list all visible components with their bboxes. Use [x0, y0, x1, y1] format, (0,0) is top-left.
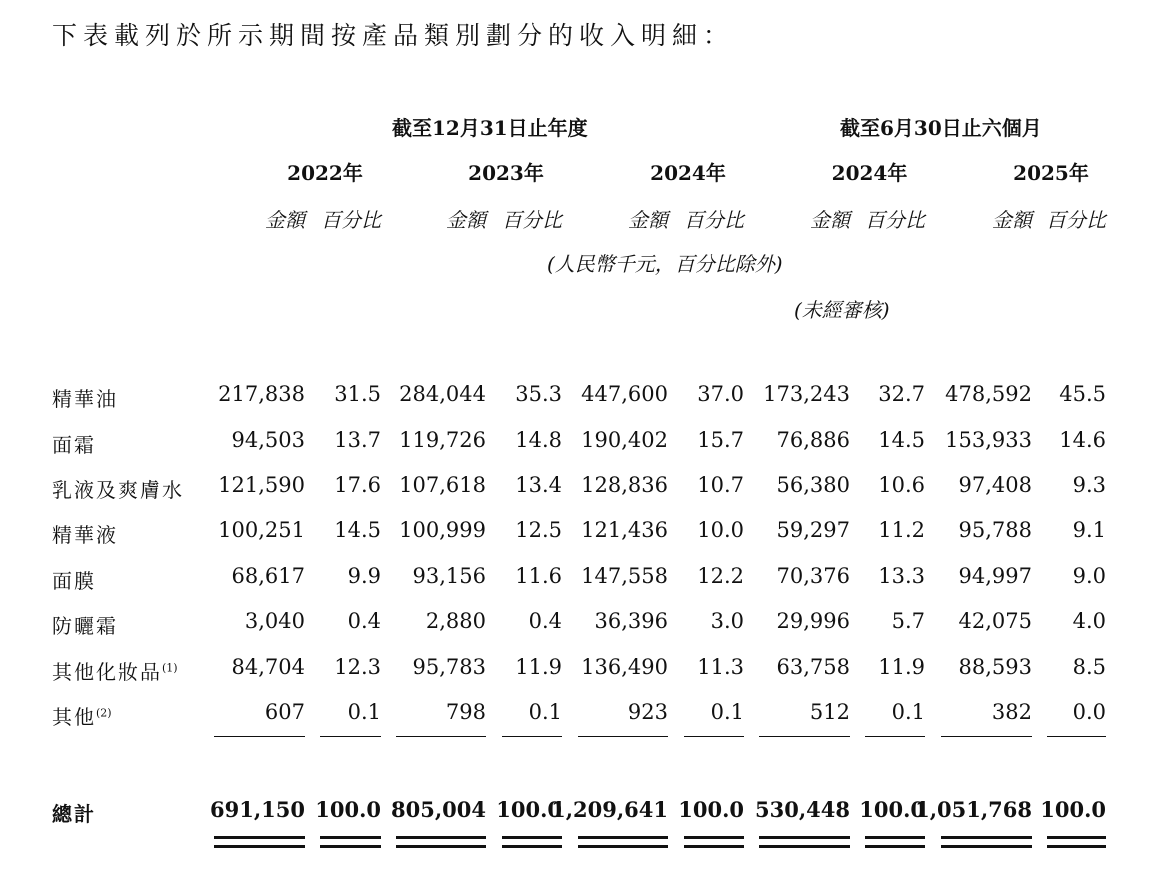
percent-header-1: 百分比	[502, 208, 562, 232]
percent-cell: 9.0	[1072, 564, 1106, 588]
percent-cell: 3.0	[710, 609, 744, 633]
total-cell: 805,004	[391, 797, 486, 822]
subtotal-rule	[684, 736, 744, 737]
percent-cell: 11.9	[878, 655, 925, 679]
group-header-annual: 截至12月31日止年度	[392, 116, 588, 140]
row-label: 其他$^{(2)}$	[52, 705, 112, 729]
percent-cell: 9.9	[347, 564, 381, 588]
group-header-half-year: 截至6月30日止六個月	[840, 116, 1042, 140]
percent-cell: 0.1	[710, 700, 744, 724]
total-double-rule	[396, 845, 486, 848]
percent-cell: 13.7	[334, 428, 381, 452]
percent-cell: 12.5	[515, 518, 562, 542]
amount-header-4: 金額	[992, 208, 1032, 232]
percent-header-4: 百分比	[1046, 208, 1106, 232]
total-double-rule	[214, 845, 305, 848]
percent-cell: 14.8	[515, 428, 562, 452]
amount-cell: 121,436	[581, 518, 668, 542]
year-header-0: 2022年	[287, 161, 363, 185]
row-label: 防曬霜	[52, 614, 118, 638]
percent-cell: 0.0	[1072, 700, 1106, 724]
row-label: 精華液	[52, 523, 118, 547]
total-label: 總計	[52, 802, 96, 826]
total-double-rule	[759, 845, 850, 848]
amount-cell: 93,156	[412, 564, 486, 588]
amount-cell: 100,251	[218, 518, 305, 542]
percent-cell: 11.9	[515, 655, 562, 679]
amount-cell: 88,593	[958, 655, 1032, 679]
percent-cell: 37.0	[697, 382, 744, 406]
total-cell: 1,051,768	[915, 797, 1032, 822]
percent-cell: 0.1	[891, 700, 925, 724]
percent-cell: 8.5	[1072, 655, 1106, 679]
amount-cell: 3,040	[244, 609, 305, 633]
percent-cell: 32.7	[878, 382, 925, 406]
subtotal-rule	[578, 736, 668, 737]
percent-cell: 0.1	[528, 700, 562, 724]
amount-cell: 94,997	[958, 564, 1032, 588]
total-double-rule	[865, 836, 925, 839]
year-header-4: 2025年	[1013, 161, 1089, 185]
percent-cell: 10.7	[697, 473, 744, 497]
total-cell: 100.0	[496, 797, 562, 822]
total-cell: 530,448	[755, 797, 850, 822]
amount-cell: 2,880	[425, 609, 486, 633]
total-double-rule	[320, 845, 381, 848]
total-double-rule	[214, 836, 305, 839]
total-double-rule	[941, 845, 1032, 848]
amount-cell: 923	[627, 700, 668, 724]
unaudited-note: (未經審核)	[794, 298, 890, 322]
amount-cell: 70,376	[776, 564, 850, 588]
amount-cell: 68,617	[231, 564, 305, 588]
percent-cell: 11.6	[515, 564, 562, 588]
year-header-3: 2024年	[831, 161, 908, 185]
total-cell: 100.0	[678, 797, 744, 822]
total-cell: 691,150	[210, 797, 305, 822]
percent-header-3: 百分比	[865, 208, 925, 232]
percent-cell: 12.3	[334, 655, 381, 679]
unit-note: (人民幣千元，百分比除外)	[547, 252, 783, 276]
total-cell: 1,209,641	[551, 797, 668, 822]
percent-cell: 13.3	[878, 564, 925, 588]
percent-cell: 0.4	[347, 609, 381, 633]
intro-text: 下表載列於所示期間按產品類別劃分的收入明細：	[52, 21, 735, 50]
percent-cell: 13.4	[515, 473, 562, 497]
amount-cell: 512	[809, 700, 850, 724]
percent-cell: 11.3	[697, 655, 744, 679]
row-label: 面膜	[52, 569, 96, 593]
subtotal-rule	[865, 736, 925, 737]
percent-cell: 12.2	[697, 564, 744, 588]
amount-cell: 798	[445, 700, 486, 724]
total-double-rule	[1047, 836, 1106, 839]
amount-cell: 94,503	[231, 428, 305, 452]
footnote-marker: (1)	[162, 661, 178, 675]
amount-header-2: 金額	[628, 208, 668, 232]
subtotal-rule	[1047, 736, 1106, 737]
total-double-rule	[578, 836, 668, 839]
subtotal-rule	[759, 736, 850, 737]
total-double-rule	[396, 836, 486, 839]
amount-cell: 173,243	[763, 382, 850, 406]
amount-cell: 128,836	[581, 473, 668, 497]
amount-cell: 153,933	[945, 428, 1032, 452]
amount-cell: 42,075	[958, 609, 1032, 633]
amount-cell: 607	[264, 700, 305, 724]
amount-cell: 284,044	[399, 382, 486, 406]
amount-cell: 107,618	[399, 473, 486, 497]
total-double-rule	[684, 845, 744, 848]
amount-cell: 76,886	[776, 428, 850, 452]
amount-cell: 59,297	[776, 518, 850, 542]
percent-cell: 5.7	[891, 609, 925, 633]
amount-cell: 100,999	[399, 518, 486, 542]
total-double-rule	[502, 845, 562, 848]
percent-header-0: 百分比	[321, 208, 381, 232]
amount-header-3: 金額	[810, 208, 850, 232]
amount-cell: 84,704	[231, 655, 305, 679]
total-cell: 100.0	[859, 797, 925, 822]
year-header-1: 2023年	[468, 161, 544, 185]
amount-cell: 447,600	[581, 382, 668, 406]
amount-cell: 97,408	[958, 473, 1032, 497]
row-label: 其他化妝品$^{(1)}$	[52, 660, 178, 684]
percent-cell: 45.5	[1059, 382, 1106, 406]
percent-cell: 14.6	[1059, 428, 1106, 452]
percent-cell: 10.0	[697, 518, 744, 542]
total-double-rule	[578, 845, 668, 848]
subtotal-rule	[941, 736, 1032, 737]
amount-cell: 190,402	[581, 428, 668, 452]
total-cell: 100.0	[315, 797, 381, 822]
percent-cell: 35.3	[515, 382, 562, 406]
amount-cell: 119,726	[399, 428, 486, 452]
total-cell: 100.0	[1040, 797, 1106, 822]
percent-cell: 14.5	[334, 518, 381, 542]
amount-header-1: 金額	[446, 208, 486, 232]
row-label: 面霜	[52, 433, 96, 457]
amount-cell: 217,838	[218, 382, 305, 406]
amount-cell: 63,758	[776, 655, 850, 679]
total-double-rule	[684, 836, 744, 839]
percent-cell: 14.5	[878, 428, 925, 452]
amount-cell: 147,558	[581, 564, 668, 588]
percent-cell: 31.5	[334, 382, 381, 406]
footnote-marker: (2)	[96, 706, 112, 720]
subtotal-rule	[396, 736, 486, 737]
amount-cell: 36,396	[594, 609, 668, 633]
total-double-rule	[502, 836, 562, 839]
percent-cell: 9.3	[1072, 473, 1106, 497]
total-double-rule	[865, 845, 925, 848]
total-double-rule	[320, 836, 381, 839]
percent-cell: 17.6	[334, 473, 381, 497]
amount-cell: 382	[991, 700, 1032, 724]
percent-cell: 0.4	[528, 609, 562, 633]
total-double-rule	[759, 836, 850, 839]
subtotal-rule	[502, 736, 562, 737]
percent-cell: 4.0	[1072, 609, 1106, 633]
subtotal-rule	[320, 736, 381, 737]
amount-cell: 478,592	[945, 382, 1032, 406]
amount-cell: 136,490	[581, 655, 668, 679]
amount-header-0: 金額	[265, 208, 305, 232]
subtotal-rule	[214, 736, 305, 737]
amount-cell: 56,380	[776, 473, 850, 497]
amount-cell: 95,783	[412, 655, 486, 679]
amount-cell: 95,788	[958, 518, 1032, 542]
amount-cell: 121,590	[218, 473, 305, 497]
percent-cell: 15.7	[697, 428, 744, 452]
percent-cell: 10.6	[878, 473, 925, 497]
amount-cell: 29,996	[776, 609, 850, 633]
row-label: 乳液及爽膚水	[52, 478, 184, 502]
total-double-rule	[1047, 845, 1106, 848]
percent-header-2: 百分比	[684, 208, 744, 232]
percent-cell: 0.1	[347, 700, 381, 724]
year-header-2: 2024年	[650, 161, 726, 185]
percent-cell: 11.2	[878, 518, 925, 542]
row-label: 精華油	[52, 387, 118, 411]
percent-cell: 9.1	[1072, 518, 1106, 542]
total-double-rule	[941, 836, 1032, 839]
